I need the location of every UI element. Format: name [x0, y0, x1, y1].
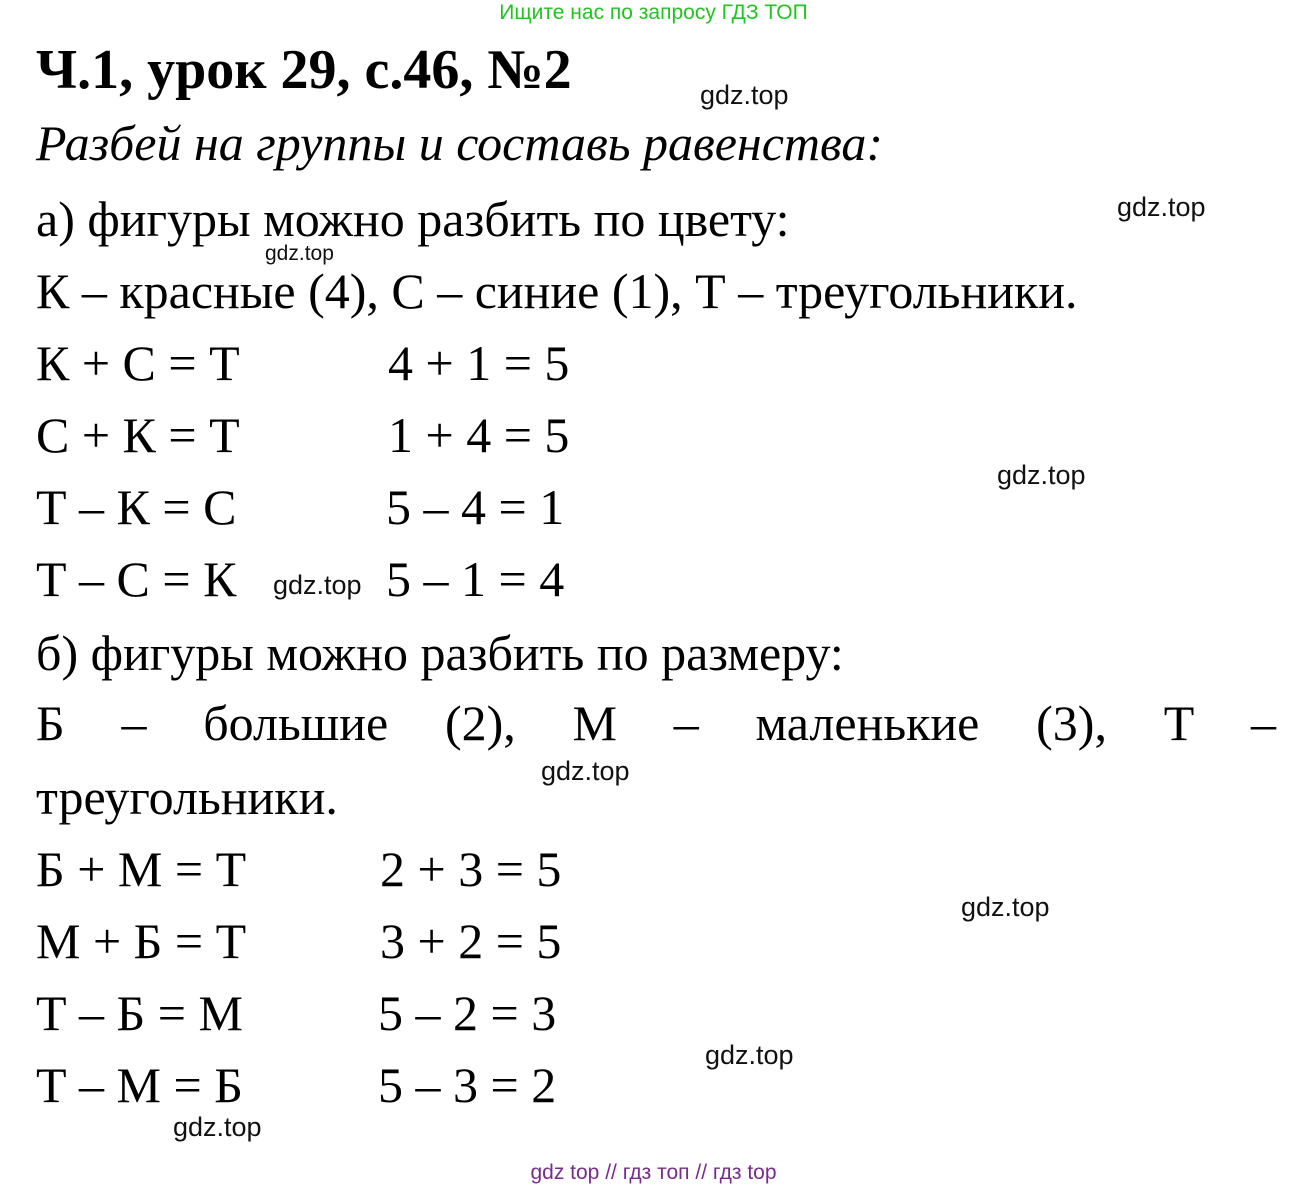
- watermark: gdz.top: [705, 1040, 794, 1070]
- part-b-heading: б) фигуры можно разбить по размеру:: [36, 625, 844, 681]
- part-a-equation-numbers: 5 – 1 = 4: [386, 551, 565, 607]
- part-b-equation-numbers: 3 + 2 = 5: [380, 913, 562, 969]
- watermark: gdz.top: [273, 570, 362, 600]
- page-title: Ч.1, урок 29, с.46, №2: [36, 39, 572, 101]
- part-b-equation-numbers: 5 – 3 = 2: [378, 1057, 557, 1113]
- part-a-heading: а) фигуры можно разбить по цвету:: [36, 191, 790, 247]
- part-b-legend: [36, 696, 1276, 751]
- watermark: gdz.top: [173, 1112, 262, 1142]
- footer-links[interactable]: gdz top // гдз топ // гдз top: [530, 1161, 777, 1184]
- part-a-equation-numbers: 4 + 1 = 5: [388, 335, 570, 391]
- part-b-legend-continuation: треугольники.: [36, 769, 338, 825]
- watermark: gdz.top: [1117, 192, 1206, 222]
- legend-token: –: [1251, 695, 1276, 751]
- part-b-equation-letters: Б + М = Т: [36, 841, 247, 897]
- task-instruction: Разбей на группы и составь равенства:: [36, 115, 884, 171]
- part-a-equation-letters: К + С = Т: [36, 335, 240, 391]
- legend-token: М: [572, 695, 617, 751]
- part-b-equation-letters: Т – М = Б: [36, 1057, 243, 1113]
- legend-token: Т: [1163, 695, 1195, 751]
- part-b-equation-numbers: 5 – 2 = 3: [378, 985, 557, 1041]
- part-a-equation-letters: Т – К = С: [36, 479, 237, 535]
- legend-token: –: [121, 695, 147, 751]
- watermark: gdz.top: [997, 460, 1086, 490]
- legend-token: (3),: [1036, 695, 1107, 751]
- part-a-equation-letters: Т – С = К: [36, 551, 237, 607]
- legend-token: –: [673, 695, 699, 751]
- part-a-equation-numbers: 5 – 4 = 1: [386, 479, 565, 535]
- part-b-equation-letters: Т – Б = М: [36, 985, 243, 1041]
- part-a-equation-numbers: 1 + 4 = 5: [388, 407, 570, 463]
- legend-token: большие: [203, 695, 389, 751]
- legend-token: маленькие: [755, 695, 980, 751]
- part-a-equation-letters: С + К = Т: [36, 407, 240, 463]
- part-b-equation-numbers: 2 + 3 = 5: [380, 841, 562, 897]
- watermark: gdz.top: [700, 80, 789, 110]
- watermark: gdz.top: [265, 242, 334, 265]
- watermark: gdz.top: [541, 756, 630, 786]
- watermark: gdz.top: [961, 892, 1050, 922]
- legend-token: (2),: [444, 695, 516, 751]
- part-a-legend: К – красные (4), С – синие (1), Т – треугольники.: [36, 263, 1078, 319]
- part-b-equation-letters: М + Б = Т: [36, 913, 247, 969]
- top-banner[interactable]: Ищите нас по запросу ГДЗ ТОП: [499, 1, 808, 24]
- legend-token: Б: [36, 695, 65, 751]
